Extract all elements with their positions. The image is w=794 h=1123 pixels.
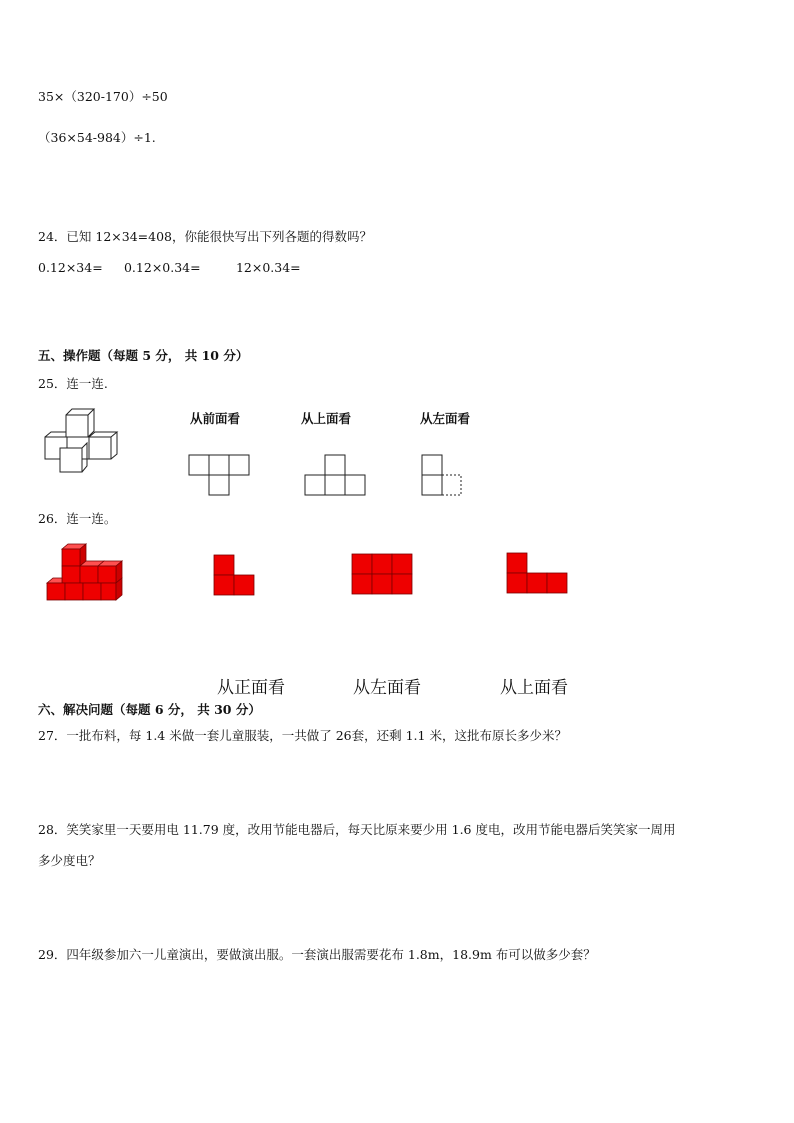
q25-front-view-shape xyxy=(188,454,250,496)
question-29: 29．四年级参加六一儿童演出，要做演出服。一套演出服需要花布 1.8m，18.9m 布可以做多少套？ xyxy=(38,947,596,962)
q26-view-shape-1 xyxy=(213,554,255,596)
question-26: 26．连一连。 xyxy=(38,511,117,526)
expression-2: （36×54-984）÷1. xyxy=(38,130,156,145)
q25-view-top-label: 从上面看 xyxy=(301,411,352,426)
question-28-line-2: 多少度电？ xyxy=(38,853,101,868)
q25-view-left-label: 从左面看 xyxy=(420,411,471,426)
q25-top-view-shape xyxy=(304,454,366,496)
q24-item-3: 12×0.34= xyxy=(235,260,301,275)
q25-left-view-shape xyxy=(421,454,463,496)
q25-view-front-label: 从前面看 xyxy=(190,411,241,426)
q25-3d-cube-figure xyxy=(40,405,130,480)
q26-view-shape-2 xyxy=(351,553,413,595)
q26-view-top-label: 从上面看 xyxy=(500,678,568,698)
question-27: 27．一批布料，每 1.4 米做一套儿童服装，一共做了 26套，还剩 1.1 米，这批布原长多少米？ xyxy=(38,728,567,743)
q26-red-3d-cube-figure xyxy=(46,543,126,603)
section-5-title: 五、操作题（每题 5 分， 共 10 分） xyxy=(38,348,249,363)
q26-view-front-label: 从正面看 xyxy=(217,678,285,698)
question-24-items xyxy=(38,260,301,276)
section-6-title: 六、解决问题（每题 6 分， 共 30 分） xyxy=(38,702,261,717)
q26-view-shape-3 xyxy=(506,552,568,594)
q24-item-1: 0.12×34= xyxy=(38,260,103,275)
question-28-line-1: 28．笑笑家里一天要用电 11.79 度，改用节能电器后，每天比原来要少用 1.6 度电，改用节能电器后笑笑家一周用 xyxy=(38,822,676,837)
q26-view-left-label: 从左面看 xyxy=(353,678,421,698)
q24-item-2: 0.12×0.34= xyxy=(123,260,201,275)
question-24: 24．已知 12×34=408，你能很快写出下列各题的得数吗？ xyxy=(38,229,372,244)
question-25: 25．连一连. xyxy=(38,376,108,391)
expression-1: 35×（320-170）÷50 xyxy=(38,89,168,104)
